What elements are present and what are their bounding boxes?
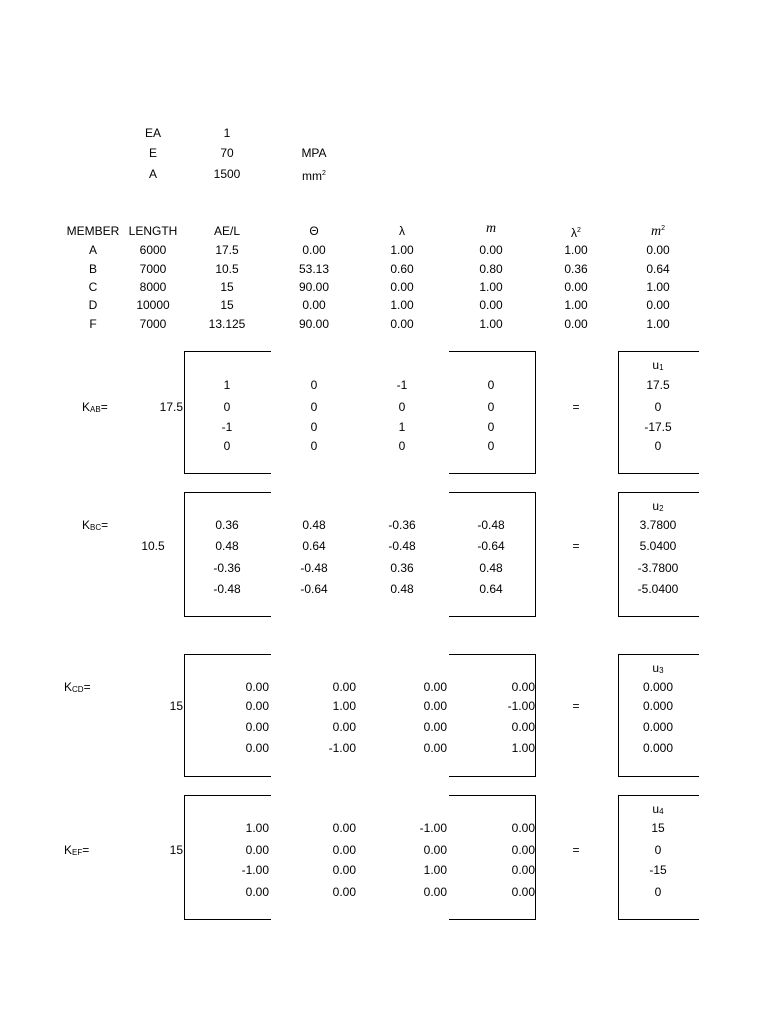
- kcd-result-value: 0.000: [642, 741, 674, 755]
- kef-result-value: 0: [654, 885, 662, 899]
- kcd-result-label: $u_3$: [652, 661, 664, 675]
- table-cell-lambda-sq: 0.00: [564, 280, 588, 294]
- kcd-result-value: 0.000: [642, 680, 674, 694]
- kbc-matrix-cell: 0.64: [479, 582, 503, 596]
- table-cell-theta: 53.13: [298, 262, 330, 276]
- table-cell-length: 7000: [139, 317, 167, 331]
- kbc-matrix-cell: -0.64: [477, 539, 505, 553]
- kbc-result-value: 5.0400: [639, 539, 677, 553]
- kcd-result-value: 0.000: [642, 720, 674, 734]
- table-cell-mu: 0.00: [479, 298, 503, 312]
- kef-matrix-cell: 0.00: [511, 821, 535, 835]
- kbc-result-label: $u_2$: [652, 499, 664, 513]
- kef-matrix-cell: 0.00: [511, 863, 535, 877]
- kab-result-bracket-bottom: [618, 473, 699, 474]
- kcd-label: $K_{CD}=$: [64, 680, 91, 694]
- table-cell-member: B: [88, 262, 98, 276]
- param-a-value: 1500: [213, 167, 241, 181]
- table-cell-lambda-sq: 0.00: [564, 317, 588, 331]
- kef-matrix-cell: 0.00: [332, 863, 356, 877]
- kab-matrix-cell: -1: [396, 378, 408, 392]
- kbc-matrix-cell: 0.48: [302, 518, 326, 532]
- kab-bracket-left: [184, 351, 185, 473]
- kab-matrix-cell: 1: [398, 420, 406, 434]
- table-cell-ael: 13.125: [208, 317, 246, 331]
- kbc-bracket-left: [184, 492, 185, 616]
- kbc-result-bracket-top: [618, 492, 699, 493]
- table-cell-length: 7000: [139, 262, 167, 276]
- kbc-bracket-right-top: [449, 492, 535, 493]
- param-e-value: 70: [220, 146, 234, 160]
- param-a-unit: $mm^2$: [302, 169, 326, 183]
- table-cell-mu: 1.00: [479, 280, 503, 294]
- table-cell-ael: 15: [220, 280, 234, 294]
- kcd-bracket-right-bottom: [449, 776, 535, 777]
- table-cell-theta: 90.00: [298, 317, 330, 331]
- kef-bracket-right: [535, 795, 536, 920]
- kcd-matrix-cell: 0.00: [511, 720, 535, 734]
- kbc-matrix-cell: -0.48: [388, 539, 416, 553]
- kcd-matrix-cell: 1.00: [511, 741, 535, 755]
- kef-matrix-cell: 1.00: [423, 863, 447, 877]
- kbc-matrix-cell: -0.64: [300, 582, 328, 596]
- kab-bracket-left-bottom: [184, 473, 271, 474]
- kab-result-value: -17.5: [644, 420, 672, 434]
- kef-result-value: 0: [654, 843, 662, 857]
- kcd-bracket-right-top: [449, 654, 535, 655]
- kab-matrix-cell: 0: [310, 378, 318, 392]
- table-cell-member: C: [88, 280, 98, 294]
- kab-factor: 17.5: [159, 400, 183, 414]
- table-cell-ael: 17.5: [215, 243, 239, 257]
- table-cell-lambda-sq: 1.00: [564, 243, 588, 257]
- kcd-result-bracket: [618, 654, 619, 777]
- kcd-matrix-cell: 0.00: [245, 680, 269, 694]
- param-ea-label: EA: [144, 126, 162, 140]
- kab-matrix-cell: 0: [310, 400, 318, 414]
- kbc-matrix-cell: 0.64: [302, 539, 326, 553]
- table-cell-mu-sq: 0.64: [646, 262, 670, 276]
- kcd-matrix-cell: 1.00: [332, 699, 356, 713]
- kef-matrix-cell: 0.00: [332, 885, 356, 899]
- kef-matrix-cell: 1.00: [245, 821, 269, 835]
- kef-label: $K_{EF}=$: [64, 843, 90, 857]
- kef-bracket-left-bottom: [184, 919, 271, 920]
- table-cell-ael: 10.5: [215, 262, 239, 276]
- kef-matrix-cell: 0.00: [511, 843, 535, 857]
- kab-result-value: 0: [654, 400, 662, 414]
- table-cell-mu-sq: 0.00: [646, 298, 670, 312]
- kab-matrix-cell: -1: [221, 420, 233, 434]
- kcd-matrix-cell: 0.00: [245, 699, 269, 713]
- header-ael: AE/L: [213, 224, 241, 238]
- kcd-matrix-cell: 0.00: [423, 720, 447, 734]
- kab-matrix-cell: 0: [487, 420, 495, 434]
- kab-equals-sign: =: [572, 400, 580, 414]
- kef-factor: 15: [169, 843, 183, 857]
- table-cell-mu-sq: 1.00: [646, 317, 670, 331]
- kbc-matrix-cell: -0.48: [300, 561, 328, 575]
- kbc-equals-sign: =: [572, 539, 580, 553]
- kcd-result-value: 0.000: [642, 699, 674, 713]
- header-length: LENGTH: [128, 224, 178, 238]
- kcd-matrix-cell: 0.00: [423, 741, 447, 755]
- kbc-bracket-right: [535, 492, 536, 617]
- kef-bracket-left-top: [184, 795, 271, 796]
- kbc-result-bracket-bottom: [618, 616, 699, 617]
- header-member: MEMBER: [66, 224, 120, 238]
- kbc-matrix-cell: 0.48: [390, 582, 414, 596]
- header-lambda: λ: [399, 224, 405, 238]
- kbc-matrix-cell: -0.48: [213, 582, 241, 596]
- kbc-label: $K_{BC}=$: [82, 518, 109, 532]
- kef-result-value: -15: [649, 863, 667, 877]
- kef-matrix-cell: 0.00: [245, 885, 269, 899]
- kab-matrix-cell: 0: [223, 400, 231, 414]
- kbc-matrix-cell: -0.36: [388, 518, 416, 532]
- kcd-matrix-cell: 0.00: [423, 699, 447, 713]
- table-cell-lambda: 0.00: [390, 280, 414, 294]
- kcd-matrix-cell: 0.00: [332, 680, 356, 694]
- header-mu-sq: $m^2$: [650, 224, 666, 239]
- kab-result-value: 17.5: [646, 378, 670, 392]
- table-cell-lambda: 1.00: [390, 243, 414, 257]
- kbc-matrix-cell: 0.36: [390, 561, 414, 575]
- table-cell-lambda: 0.60: [390, 262, 414, 276]
- param-e-unit: MPA: [301, 146, 327, 160]
- kbc-matrix-cell: 0.48: [479, 561, 503, 575]
- table-cell-member: A: [88, 243, 98, 257]
- table-cell-theta: 90.00: [298, 280, 330, 294]
- kcd-matrix-cell: 0.00: [423, 680, 447, 694]
- header-theta: Θ: [309, 224, 319, 238]
- kbc-bracket-left-bottom: [184, 616, 271, 617]
- kef-matrix-cell: 0.00: [245, 843, 269, 857]
- kab-result-value: 0: [654, 439, 662, 453]
- kab-bracket-right-top: [449, 351, 535, 352]
- table-cell-mu: 0.00: [479, 243, 503, 257]
- kbc-factor: 10.5: [141, 539, 165, 553]
- table-cell-member: D: [88, 298, 98, 312]
- kef-equals-sign: =: [572, 843, 580, 857]
- kab-result-bracket: [618, 351, 619, 474]
- kef-result-bracket-bottom: [618, 919, 699, 920]
- table-cell-theta: 0.00: [302, 298, 326, 312]
- kbc-result-value: -5.0400: [637, 582, 679, 596]
- kcd-result-bracket-bottom: [618, 776, 699, 777]
- header-mu: m: [485, 221, 497, 236]
- table-cell-lambda: 0.00: [390, 317, 414, 331]
- kcd-bracket-left-bottom: [184, 776, 271, 777]
- kab-matrix-cell: 0: [487, 400, 495, 414]
- kef-matrix-cell: 0.00: [332, 843, 356, 857]
- kab-result-label: $u_1$: [652, 358, 664, 372]
- kcd-equals-sign: =: [572, 699, 580, 713]
- table-cell-lambda-sq: 1.00: [564, 298, 588, 312]
- table-cell-length: 10000: [136, 298, 170, 312]
- kef-matrix-cell: 0.00: [423, 843, 447, 857]
- kef-result-bracket: [618, 795, 619, 920]
- kab-bracket-left-top: [184, 351, 271, 352]
- kbc-matrix-cell: 0.36: [215, 518, 239, 532]
- kab-matrix-cell: 0: [310, 420, 318, 434]
- kbc-bracket-right-bottom: [449, 616, 535, 617]
- kcd-matrix-cell: 0.00: [245, 720, 269, 734]
- table-cell-ael: 15: [220, 298, 234, 312]
- header-lambda-sq: $\lambda^2$: [571, 226, 581, 240]
- kef-result-label: $u_4$: [652, 802, 664, 816]
- table-cell-length: 6000: [139, 243, 167, 257]
- kab-bracket-right-bottom: [449, 473, 535, 474]
- param-ea-value: 1: [223, 126, 231, 140]
- table-cell-theta: 0.00: [302, 243, 326, 257]
- table-cell-lambda: 1.00: [390, 298, 414, 312]
- kab-bracket-right: [535, 351, 536, 474]
- kef-result-value: 15: [651, 821, 665, 835]
- kab-matrix-cell: 0: [398, 439, 406, 453]
- kef-matrix-cell: 0.00: [332, 821, 356, 835]
- table-cell-mu-sq: 0.00: [646, 243, 670, 257]
- kbc-matrix-cell: -0.36: [213, 561, 241, 575]
- kab-result-bracket-top: [618, 351, 699, 352]
- table-cell-mu: 0.80: [479, 262, 503, 276]
- table-cell-mu-sq: 1.00: [646, 280, 670, 294]
- kcd-matrix-cell: -1.00: [507, 699, 535, 713]
- kef-bracket-right-top: [449, 795, 535, 796]
- kbc-result-value: -3.7800: [637, 561, 679, 575]
- kef-bracket-right-bottom: [449, 919, 535, 920]
- table-cell-length: 8000: [139, 280, 167, 294]
- kbc-result-value: 3.7800: [639, 518, 677, 532]
- kbc-matrix-cell: -0.48: [477, 518, 505, 532]
- kcd-matrix-cell: -1.00: [328, 741, 356, 755]
- kcd-bracket-left-top: [184, 654, 271, 655]
- kab-matrix-cell: 1: [223, 378, 231, 392]
- kab-matrix-cell: 0: [223, 439, 231, 453]
- kab-matrix-cell: 0: [487, 439, 495, 453]
- kef-matrix-cell: 0.00: [511, 885, 535, 899]
- kcd-matrix-cell: 0.00: [332, 720, 356, 734]
- kab-label: $K_{AB}=$: [82, 400, 108, 414]
- kcd-matrix-cell: 0.00: [511, 680, 535, 694]
- kbc-bracket-left-top: [184, 492, 271, 493]
- kab-matrix-cell: 0: [310, 439, 318, 453]
- kab-matrix-cell: 0: [398, 400, 406, 414]
- kcd-result-bracket-top: [618, 654, 699, 655]
- table-cell-mu: 1.00: [479, 317, 503, 331]
- kef-matrix-cell: -1.00: [241, 863, 269, 877]
- kcd-matrix-cell: 0.00: [245, 741, 269, 755]
- kef-matrix-cell: 0.00: [423, 885, 447, 899]
- kbc-matrix-cell: 0.48: [215, 539, 239, 553]
- kab-matrix-cell: 0: [487, 378, 495, 392]
- table-cell-lambda-sq: 0.36: [564, 262, 588, 276]
- kcd-bracket-left: [184, 654, 185, 776]
- kef-bracket-left: [184, 795, 185, 919]
- param-e-label: E: [148, 146, 158, 160]
- kbc-result-bracket: [618, 492, 619, 617]
- table-cell-member: F: [89, 317, 97, 331]
- param-a-label: A: [148, 167, 158, 181]
- kef-matrix-cell: -1.00: [419, 821, 447, 835]
- kcd-factor: 15: [169, 699, 183, 713]
- kcd-bracket-right: [535, 654, 536, 777]
- kef-result-bracket-top: [618, 795, 699, 796]
